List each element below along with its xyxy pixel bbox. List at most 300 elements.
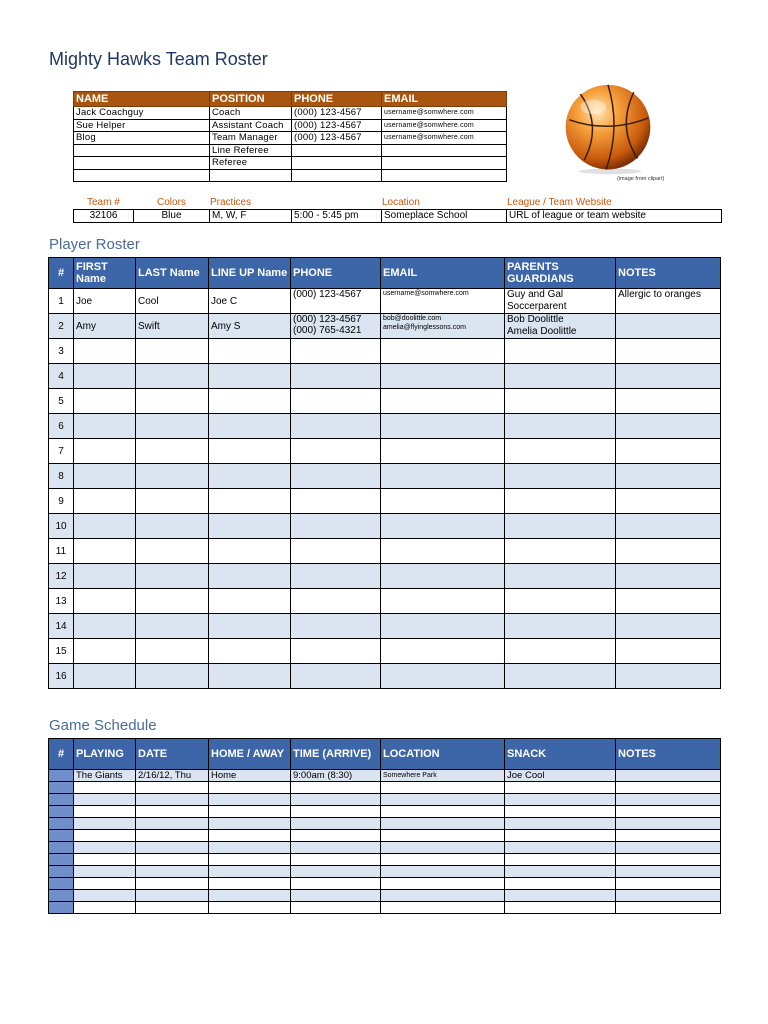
staff-position-cell[interactable]: Assistant Coach (210, 119, 292, 132)
staff-phone-cell[interactable] (292, 169, 382, 182)
roster-notes-cell[interactable] (616, 614, 721, 639)
schedule-location-cell[interactable] (381, 842, 505, 854)
schedule-snack-cell[interactable] (505, 842, 616, 854)
page-title: Mighty Hawks Team Roster (49, 49, 268, 69)
roster-parents-cell[interactable] (505, 389, 616, 414)
roster-notes-cell[interactable] (616, 389, 721, 414)
roster-row (49, 314, 721, 339)
schedule-number-cell (49, 770, 74, 782)
roster-parents-cell[interactable] (505, 464, 616, 489)
schedule-header-playing: PLAYING (74, 739, 136, 770)
staff-name-cell[interactable]: Sue Helper (74, 119, 210, 132)
schedule-date-cell[interactable] (136, 794, 209, 806)
roster-phone-cell-line-2: (000) 765-4321 (293, 325, 362, 336)
roster-row (49, 664, 721, 689)
roster-last-name-cell[interactable] (136, 664, 209, 689)
schedule-notes-cell[interactable] (616, 854, 721, 866)
team-info-table (73, 209, 722, 223)
colors-value: Blue (134, 210, 210, 223)
schedule-playing-cell[interactable] (74, 794, 136, 806)
roster-email-cell[interactable] (381, 639, 505, 664)
schedule-location-cell[interactable] (381, 830, 505, 842)
roster-row-number: 16 (49, 664, 74, 689)
roster-lineup-cell[interactable] (209, 614, 291, 639)
roster-parents-cell[interactable] (505, 539, 616, 564)
roster-row (49, 639, 721, 664)
roster-header-last: LAST Name (136, 258, 209, 289)
schedule-time-cell[interactable] (291, 818, 381, 830)
schedule-number-cell (49, 842, 74, 854)
roster-parents-cell-line-1: Bob Doolittle (507, 314, 564, 325)
schedule-row (49, 878, 721, 890)
schedule-snack-cell[interactable] (505, 830, 616, 842)
schedule-row (49, 842, 721, 854)
schedule-date-cell[interactable] (136, 830, 209, 842)
roster-phone-cell[interactable] (291, 664, 381, 689)
roster-phone-cell[interactable] (291, 539, 381, 564)
staff-phone-cell[interactable]: (000) 123-4567 (292, 107, 382, 120)
roster-lineup-cell[interactable] (209, 514, 291, 539)
roster-row (49, 464, 721, 489)
roster-lineup-cell[interactable] (209, 664, 291, 689)
roster-email-cell[interactable] (381, 364, 505, 389)
schedule-snack-cell[interactable] (505, 806, 616, 818)
schedule-location-cell[interactable] (381, 878, 505, 890)
schedule-snack-cell[interactable] (505, 794, 616, 806)
roster-first-name-cell[interactable]: Amy (74, 314, 136, 339)
schedule-number-cell (49, 818, 74, 830)
schedule-home-away-cell[interactable] (209, 806, 291, 818)
roster-phone-cell[interactable] (291, 289, 381, 314)
schedule-date-cell[interactable] (136, 842, 209, 854)
staff-position-cell[interactable]: Coach (210, 107, 292, 120)
roster-email-cell[interactable] (381, 314, 505, 339)
roster-lineup-cell[interactable] (209, 489, 291, 514)
roster-lineup-cell[interactable] (209, 364, 291, 389)
roster-parents-cell[interactable] (505, 614, 616, 639)
schedule-home-away-cell[interactable] (209, 878, 291, 890)
roster-lineup-cell[interactable]: Joe C (209, 289, 291, 314)
roster-lineup-cell[interactable]: Amy S (209, 314, 291, 339)
schedule-row (49, 902, 721, 914)
schedule-number-cell (49, 890, 74, 902)
schedule-snack-cell[interactable] (505, 878, 616, 890)
schedule-date-cell[interactable] (136, 782, 209, 794)
schedule-location-cell[interactable] (381, 794, 505, 806)
schedule-home-away-cell[interactable] (209, 818, 291, 830)
staff-name-cell[interactable]: Jack Coachguy (74, 107, 210, 120)
roster-row (49, 589, 721, 614)
roster-parents-cell[interactable] (505, 514, 616, 539)
schedule-time-cell[interactable] (291, 806, 381, 818)
schedule-number-cell (49, 878, 74, 890)
roster-first-name-cell[interactable] (74, 414, 136, 439)
schedule-playing-cell[interactable] (74, 890, 136, 902)
schedule-date-cell[interactable]: 2/16/12, Thu (136, 770, 209, 782)
practices-label: Practices (210, 197, 252, 208)
roster-row (49, 564, 721, 589)
roster-row (49, 439, 721, 464)
schedule-snack-cell[interactable] (505, 902, 616, 914)
schedule-snack-cell[interactable] (505, 818, 616, 830)
staff-phone-cell[interactable] (292, 157, 382, 170)
schedule-location-cell[interactable]: Somewhere Park (381, 770, 505, 782)
staff-phone-cell[interactable]: (000) 123-4567 (292, 119, 382, 132)
schedule-time-cell[interactable] (291, 830, 381, 842)
roster-last-name-cell[interactable] (136, 364, 209, 389)
player-roster-table (48, 257, 721, 689)
roster-parents-cell[interactable] (505, 314, 616, 339)
schedule-playing-cell[interactable]: The Giants (74, 770, 136, 782)
roster-email-cell[interactable] (381, 614, 505, 639)
roster-email-cell[interactable] (381, 339, 505, 364)
roster-first-name-cell[interactable] (74, 364, 136, 389)
schedule-row (49, 794, 721, 806)
roster-parents-cell[interactable] (505, 339, 616, 364)
website-label: League / Team Website (507, 197, 612, 208)
game-schedule-title: Game Schedule (49, 717, 157, 734)
schedule-date-cell[interactable] (136, 866, 209, 878)
roster-lineup-cell[interactable] (209, 414, 291, 439)
roster-header-notes: NOTES (616, 258, 721, 289)
roster-notes-cell[interactable] (616, 539, 721, 564)
roster-first-name-cell[interactable] (74, 339, 136, 364)
schedule-notes-cell[interactable] (616, 902, 721, 914)
schedule-location-cell[interactable] (381, 818, 505, 830)
roster-last-name-cell[interactable] (136, 514, 209, 539)
roster-last-name-cell[interactable]: Swift (136, 314, 209, 339)
staff-email-cell[interactable] (382, 157, 507, 170)
schedule-notes-cell[interactable] (616, 818, 721, 830)
schedule-notes-cell[interactable] (616, 806, 721, 818)
roster-phone-cell[interactable] (291, 639, 381, 664)
roster-parents-cell[interactable] (505, 289, 616, 314)
schedule-snack-cell[interactable] (505, 890, 616, 902)
schedule-home-away-cell[interactable] (209, 782, 291, 794)
roster-first-name-cell[interactable] (74, 589, 136, 614)
roster-row (49, 414, 721, 439)
roster-email-cell[interactable] (381, 564, 505, 589)
schedule-date-cell[interactable] (136, 878, 209, 890)
staff-row (74, 157, 507, 170)
staff-row (74, 107, 507, 120)
schedule-location-cell[interactable] (381, 902, 505, 914)
roster-last-name-cell[interactable] (136, 439, 209, 464)
roster-parents-cell-line-2: Soccerparent (507, 301, 567, 312)
schedule-header-notes: NOTES (616, 739, 721, 770)
roster-last-name-cell[interactable] (136, 339, 209, 364)
roster-parents-cell[interactable] (505, 564, 616, 589)
roster-lineup-cell[interactable] (209, 464, 291, 489)
roster-row-number: 8 (49, 464, 74, 489)
roster-parents-cell[interactable] (505, 664, 616, 689)
staff-name-cell[interactable] (74, 144, 210, 157)
roster-last-name-cell[interactable] (136, 614, 209, 639)
schedule-time-cell[interactable] (291, 782, 381, 794)
schedule-home-away-cell[interactable] (209, 842, 291, 854)
roster-last-name-cell[interactable] (136, 539, 209, 564)
roster-first-name-cell[interactable] (74, 489, 136, 514)
roster-last-name-cell[interactable] (136, 564, 209, 589)
staff-phone-cell[interactable]: (000) 123-4567 (292, 132, 382, 145)
schedule-notes-cell[interactable] (616, 866, 721, 878)
roster-email-cell[interactable] (381, 664, 505, 689)
roster-first-name-cell[interactable] (74, 389, 136, 414)
roster-lineup-cell[interactable] (209, 439, 291, 464)
schedule-notes-cell[interactable] (616, 770, 721, 782)
schedule-snack-cell[interactable] (505, 866, 616, 878)
staff-name-cell[interactable] (74, 157, 210, 170)
staff-email-cell[interactable]: username@somwhere.com (382, 107, 507, 120)
schedule-notes-cell[interactable] (616, 830, 721, 842)
roster-email-cell[interactable] (381, 514, 505, 539)
staff-row (74, 144, 507, 157)
staff-name-cell[interactable] (74, 169, 210, 182)
schedule-date-cell[interactable] (136, 890, 209, 902)
schedule-location-cell[interactable] (381, 782, 505, 794)
schedule-row (49, 866, 721, 878)
roster-row (49, 339, 721, 364)
staff-name-cell[interactable]: Blog (74, 132, 210, 145)
schedule-date-cell[interactable] (136, 854, 209, 866)
schedule-date-cell[interactable] (136, 902, 209, 914)
schedule-time-cell[interactable] (291, 842, 381, 854)
staff-position-cell[interactable] (210, 169, 292, 182)
schedule-number-cell (49, 806, 74, 818)
schedule-header-time: TIME (ARRIVE) (291, 739, 381, 770)
roster-row (49, 614, 721, 639)
schedule-time-cell[interactable] (291, 794, 381, 806)
schedule-home-away-cell[interactable] (209, 890, 291, 902)
schedule-number-cell (49, 830, 74, 842)
roster-row-number: 1 (49, 289, 74, 314)
staff-table (73, 91, 507, 182)
schedule-playing-cell[interactable] (74, 830, 136, 842)
roster-email-cell[interactable] (381, 489, 505, 514)
roster-notes-cell[interactable] (616, 314, 721, 339)
roster-phone-cell[interactable] (291, 339, 381, 364)
website-value[interactable]: URL of league or team website (507, 210, 722, 223)
roster-first-name-cell[interactable] (74, 439, 136, 464)
roster-parents-cell[interactable] (505, 364, 616, 389)
roster-email-cell[interactable] (381, 464, 505, 489)
schedule-playing-cell[interactable] (74, 806, 136, 818)
staff-position-cell[interactable]: Team Manager (210, 132, 292, 145)
schedule-date-cell[interactable] (136, 818, 209, 830)
schedule-number-cell (49, 782, 74, 794)
roster-row (49, 489, 721, 514)
schedule-header-date: DATE (136, 739, 209, 770)
schedule-location-cell[interactable] (381, 854, 505, 866)
roster-first-name-cell[interactable] (74, 514, 136, 539)
roster-phone-cell-line-1: (000) 123-4567 (293, 314, 362, 325)
schedule-snack-cell[interactable] (505, 854, 616, 866)
staff-email-cell[interactable]: username@somwhere.com (382, 119, 507, 132)
schedule-home-away-cell[interactable]: Home (209, 770, 291, 782)
schedule-location-cell[interactable] (381, 806, 505, 818)
roster-phone-cell[interactable] (291, 439, 381, 464)
schedule-number-cell (49, 854, 74, 866)
roster-first-name-cell[interactable] (74, 614, 136, 639)
roster-lineup-cell[interactable] (209, 589, 291, 614)
schedule-header-location: LOCATION (381, 739, 505, 770)
schedule-time-cell[interactable] (291, 890, 381, 902)
schedule-row (49, 770, 721, 782)
roster-first-name-cell[interactable] (74, 539, 136, 564)
schedule-playing-cell[interactable] (74, 878, 136, 890)
location-value: Someplace School (382, 210, 507, 223)
schedule-header-snack: SNACK (505, 739, 616, 770)
roster-row-number: 11 (49, 539, 74, 564)
roster-lineup-cell[interactable] (209, 389, 291, 414)
roster-email-cell[interactable] (381, 439, 505, 464)
staff-email-cell[interactable] (382, 169, 507, 182)
roster-email-cell[interactable] (381, 389, 505, 414)
schedule-time-cell[interactable] (291, 854, 381, 866)
roster-row-number: 7 (49, 439, 74, 464)
schedule-notes-cell[interactable] (616, 842, 721, 854)
schedule-number-cell (49, 902, 74, 914)
roster-phone-cell[interactable] (291, 514, 381, 539)
schedule-playing-cell[interactable] (74, 842, 136, 854)
roster-notes-cell[interactable] (616, 664, 721, 689)
roster-email-cell-line-1: bob@doolittle.com (383, 315, 442, 322)
roster-phone-cell[interactable] (291, 614, 381, 639)
roster-header-number: # (49, 258, 74, 289)
schedule-playing-cell[interactable] (74, 854, 136, 866)
roster-first-name-cell[interactable] (74, 664, 136, 689)
roster-row-number: 13 (49, 589, 74, 614)
player-roster-title: Player Roster (49, 236, 140, 253)
roster-phone-cell[interactable] (291, 414, 381, 439)
roster-parents-cell-line-2: Amelia Doolittle (507, 326, 577, 337)
schedule-time-cell[interactable]: 9:00am (8:30) (291, 770, 381, 782)
roster-row-number: 9 (49, 489, 74, 514)
roster-row (49, 289, 721, 314)
roster-notes-cell[interactable] (616, 439, 721, 464)
staff-position-cell[interactable]: Referee (210, 157, 292, 170)
roster-parents-cell[interactable] (505, 414, 616, 439)
schedule-number-cell (49, 866, 74, 878)
staff-header-phone: PHONE (292, 92, 382, 107)
roster-first-name-cell[interactable]: Joe (74, 289, 136, 314)
schedule-snack-cell[interactable]: Joe Cool (505, 770, 616, 782)
roster-notes-cell[interactable] (616, 414, 721, 439)
roster-phone-cell[interactable] (291, 389, 381, 414)
schedule-time-cell[interactable] (291, 866, 381, 878)
roster-notes-cell[interactable] (616, 589, 721, 614)
schedule-row (49, 806, 721, 818)
roster-row-number: 4 (49, 364, 74, 389)
team-number-value: 32106 (74, 210, 134, 223)
roster-notes-cell[interactable] (616, 639, 721, 664)
roster-last-name-cell[interactable] (136, 639, 209, 664)
schedule-notes-cell[interactable] (616, 890, 721, 902)
roster-last-name-cell[interactable] (136, 389, 209, 414)
schedule-time-cell[interactable] (291, 878, 381, 890)
roster-lineup-cell[interactable] (209, 564, 291, 589)
schedule-home-away-cell[interactable] (209, 866, 291, 878)
roster-notes-cell[interactable] (616, 364, 721, 389)
roster-parents-cell[interactable] (505, 589, 616, 614)
roster-last-name-cell[interactable] (136, 464, 209, 489)
roster-last-name-cell[interactable] (136, 414, 209, 439)
roster-parents-cell[interactable] (505, 639, 616, 664)
roster-last-name-cell[interactable] (136, 489, 209, 514)
roster-last-name-cell[interactable] (136, 589, 209, 614)
roster-parents-cell[interactable] (505, 439, 616, 464)
schedule-snack-cell[interactable] (505, 782, 616, 794)
roster-row (49, 514, 721, 539)
schedule-row (49, 782, 721, 794)
roster-parents-cell[interactable] (505, 489, 616, 514)
roster-notes-cell[interactable] (616, 489, 721, 514)
roster-first-name-cell[interactable] (74, 639, 136, 664)
roster-phone-cell[interactable] (291, 364, 381, 389)
schedule-location-cell[interactable] (381, 866, 505, 878)
schedule-time-cell[interactable] (291, 902, 381, 914)
roster-row (49, 389, 721, 414)
staff-email-cell[interactable]: username@somwhere.com (382, 132, 507, 145)
image-credit: (image from clipart) (617, 176, 665, 182)
roster-notes-cell[interactable] (616, 564, 721, 589)
schedule-playing-cell[interactable] (74, 902, 136, 914)
schedule-notes-cell[interactable] (616, 878, 721, 890)
roster-email-cell[interactable] (381, 414, 505, 439)
schedule-playing-cell[interactable] (74, 866, 136, 878)
roster-last-name-cell[interactable]: Cool (136, 289, 209, 314)
schedule-playing-cell[interactable] (74, 818, 136, 830)
staff-header-position: POSITION (210, 92, 292, 107)
schedule-home-away-cell[interactable] (209, 830, 291, 842)
schedule-notes-cell[interactable] (616, 794, 721, 806)
roster-row-number: 14 (49, 614, 74, 639)
roster-notes-cell[interactable]: Allergic to oranges (616, 289, 721, 314)
schedule-playing-cell[interactable] (74, 782, 136, 794)
game-schedule-table (48, 738, 721, 914)
roster-notes-cell[interactable] (616, 464, 721, 489)
roster-first-name-cell[interactable] (74, 464, 136, 489)
schedule-home-away-cell[interactable] (209, 902, 291, 914)
roster-phone-cell[interactable] (291, 314, 381, 339)
staff-phone-cell[interactable] (292, 144, 382, 157)
roster-phone-cell[interactable] (291, 564, 381, 589)
staff-header-email: EMAIL (382, 92, 507, 107)
roster-lineup-cell[interactable] (209, 539, 291, 564)
roster-email-cell[interactable] (381, 589, 505, 614)
roster-parents-cell-line-1: Guy and Gal (507, 289, 564, 300)
schedule-notes-cell[interactable] (616, 782, 721, 794)
schedule-home-away-cell[interactable] (209, 794, 291, 806)
schedule-location-cell[interactable] (381, 890, 505, 902)
staff-email-cell[interactable] (382, 144, 507, 157)
schedule-date-cell[interactable] (136, 806, 209, 818)
roster-notes-cell[interactable] (616, 514, 721, 539)
staff-position-cell[interactable]: Line Referee (210, 144, 292, 157)
roster-row-number: 10 (49, 514, 74, 539)
roster-email-cell[interactable] (381, 539, 505, 564)
roster-email-cell[interactable] (381, 289, 505, 314)
roster-phone-cell[interactable] (291, 489, 381, 514)
roster-phone-cell[interactable] (291, 464, 381, 489)
roster-lineup-cell[interactable] (209, 339, 291, 364)
schedule-home-away-cell[interactable] (209, 854, 291, 866)
roster-notes-cell[interactable] (616, 339, 721, 364)
roster-first-name-cell[interactable] (74, 564, 136, 589)
roster-phone-cell[interactable] (291, 589, 381, 614)
staff-header-name: NAME (74, 92, 210, 107)
roster-lineup-cell[interactable] (209, 639, 291, 664)
